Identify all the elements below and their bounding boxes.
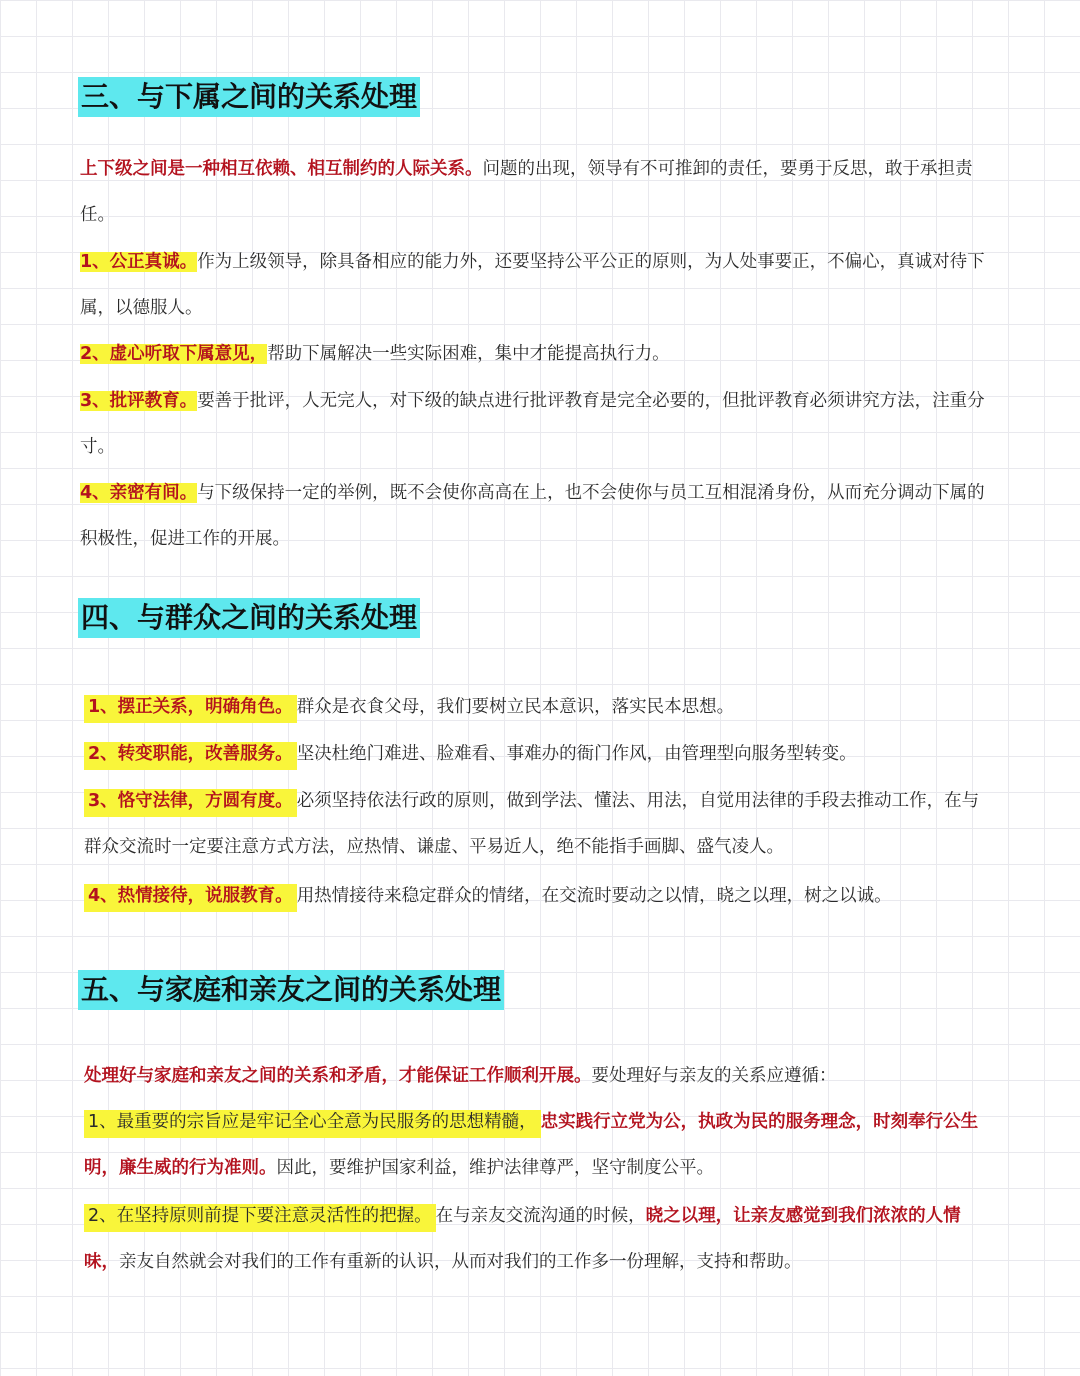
intro-text: 要处理好与亲友的关系应遵循： [591, 1066, 837, 1086]
item-emphasis: 忠实践行立党为公，执政为民的服务理念，时刻奉行公生明，廉生威的行为准则。 [84, 1112, 979, 1178]
item-text: 因此，要维护国家利益，维护法律尊严，坚守制度公平。 [276, 1158, 714, 1178]
item-text: 与下级保持一定的举例，既不会使你高高在上，也不会使你与员工互相混淆身份，从而充分调动下属的积极性，促进工作的开展。 [80, 483, 985, 549]
section-4-item-4 [84, 873, 984, 919]
section-3-item-2 [80, 331, 985, 377]
section-3-intro [80, 146, 985, 238]
item-label: 1、公正真诚。 [80, 252, 198, 272]
item-label: 2、虚心听取下属意见， [80, 344, 268, 364]
item-text: 帮助下属解决一些实际困难，集中才能提高执行力。 [267, 344, 670, 364]
section-3-heading: 三、与下属之间的关系处理 [78, 77, 420, 117]
section-5-item-2 [84, 1193, 984, 1285]
item-label: 2、在坚持原则前提下要注意灵活性的把握。 [84, 1204, 436, 1232]
intro-emphasis: 上下级之间是一种相互依赖、相互制约的人际关系。 [80, 159, 483, 179]
section-4-heading: 四、与群众之间的关系处理 [78, 598, 420, 638]
item-label: 1、最重要的宗旨应是牢记全心全意为民服务的思想精髓， [84, 1110, 541, 1138]
item-label: 4、亲密有间。 [80, 483, 198, 503]
item-text: 用热情接待来稳定群众的情绪，在交流时要动之以情，晓之以理，树之以诚。 [296, 886, 892, 906]
section-3-item-1 [80, 239, 985, 331]
item-label: 4、热情接待，说服教育。 [84, 884, 297, 912]
item-text: 要善于批评，人无完人，对下级的缺点进行批评教育是完全必要的，但批评教育必须讲究方法，注重分寸。 [80, 391, 985, 457]
section-3-item-4 [80, 470, 985, 562]
section-3-item-3 [80, 378, 985, 470]
section-5-heading: 五、与家庭和亲友之间的关系处理 [78, 970, 504, 1010]
section-4-item-1 [84, 684, 984, 730]
item-text: 群众是衣食父母，我们要树立民本意识，落实民本思想。 [296, 697, 735, 717]
item-text: 作为上级领导，除具备相应的能力外，还要坚持公平公正的原则，为人处事要正，不偏心，真诚对待下属，以德服人。 [80, 252, 985, 318]
item-label: 1、摆正关系，明确角色。 [84, 695, 297, 723]
item-text: 在与亲友交流沟通的时候， [435, 1206, 646, 1226]
item-text: 坚决杜绝门难进、脸难看、事难办的衙门作风，由管理型向服务型转变。 [296, 744, 857, 764]
intro-emphasis: 处理好与家庭和亲友之间的关系和矛盾，才能保证工作顺利开展。 [84, 1066, 592, 1086]
intro-text: 问题的出现，领导有不可推卸的责任，要勇于反思，敢于承担责任。 [80, 159, 973, 225]
item-emphasis: 晓之以理，让亲友感觉到我们浓浓的人情味， [84, 1206, 961, 1272]
item-text-rest: 亲友自然就会对我们的工作有重新的认识，从而对我们的工作多一份理解，支持和帮助。 [119, 1252, 802, 1272]
item-label: 3、批评教育。 [80, 391, 198, 411]
section-4-item-2 [84, 731, 984, 777]
section-5-intro [84, 1053, 984, 1099]
item-label: 3、恪守法律，方圆有度。 [84, 789, 297, 817]
section-4-item-3 [84, 778, 984, 870]
item-label: 2、转变职能，改善服务。 [84, 742, 297, 770]
section-5-item-1 [84, 1099, 984, 1191]
item-text: 必须坚持依法行政的原则，做到学法、懂法、用法，自觉用法律的手段去推动工作，在与群众交流时一定要注意方式方法，应热情、谦虚、平易近人，绝不能指手画脚、盛气凌人。 [84, 791, 980, 857]
